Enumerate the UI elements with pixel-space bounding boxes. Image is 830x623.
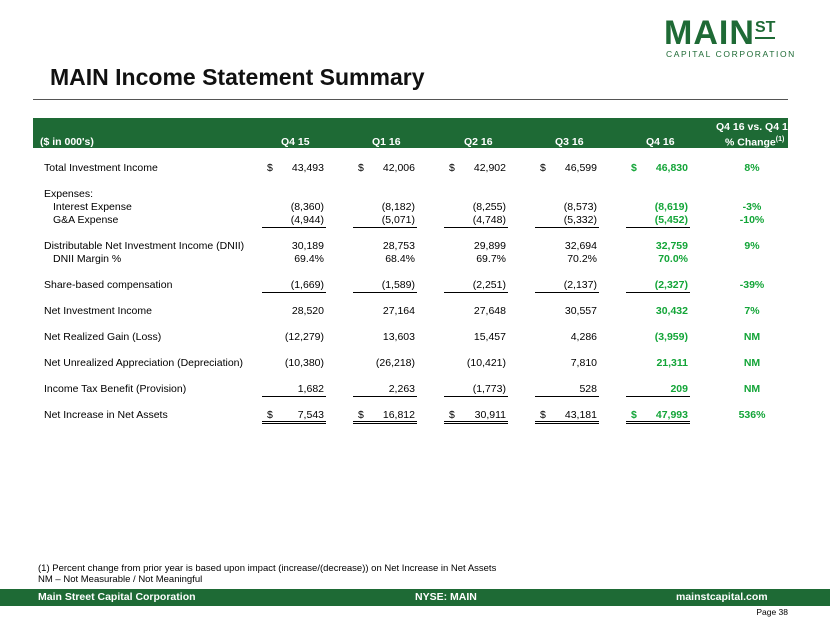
subtotal-rule — [444, 292, 508, 293]
page-number: Page 38 — [756, 607, 788, 617]
cell-sbc-change: -39% — [739, 279, 765, 291]
header-units: ($ in 000's) — [40, 136, 94, 148]
cell-nrg-q3-16: 4,286 — [570, 331, 597, 343]
cell-nii-change: 7% — [744, 305, 760, 317]
row-label-tii: Total Investment Income — [44, 162, 158, 174]
header-q1-16: Q1 16 — [372, 136, 401, 148]
cell-nii-q1-16: 27,164 — [382, 305, 415, 317]
cell-interest-q3-16: (8,573) — [563, 201, 597, 213]
cell-sbc-q4-16: (2,327) — [654, 279, 688, 291]
currency-symbol: $ — [631, 162, 637, 174]
subtotal-rule — [535, 227, 599, 228]
cell-tii-q1-16: 42,006 — [382, 162, 415, 174]
subtotal-rule — [353, 292, 417, 293]
cell-interest-q4-16: (8,619) — [654, 201, 688, 213]
cell-nina-q3-16: 43,181 — [564, 409, 597, 421]
cell-tax-q4-16: 209 — [670, 383, 688, 395]
row-label-nua: Net Unrealized Appreciation (Depreciation) — [44, 357, 244, 369]
cell-nua-change: NM — [743, 357, 761, 369]
cell-nua-q3-16: 7,810 — [570, 357, 597, 369]
footer-website[interactable]: mainstcapital.com — [676, 591, 768, 603]
cell-sbc-q4-15: (1,669) — [290, 279, 324, 291]
currency-symbol: $ — [540, 162, 546, 174]
currency-symbol: $ — [267, 409, 273, 421]
currency-symbol: $ — [540, 409, 546, 421]
cell-tax-q4-15: 1,682 — [297, 383, 324, 395]
cell-nina-q4-16: 47,993 — [655, 409, 688, 421]
cell-ga-change: -10% — [739, 214, 765, 226]
cell-nrg-q4-15: (12,279) — [284, 331, 324, 343]
header-q4-15: Q4 15 — [281, 136, 310, 148]
footer-ticker: NYSE: MAIN — [415, 591, 477, 603]
currency-symbol: $ — [449, 162, 455, 174]
cell-interest-q2-16: (8,255) — [472, 201, 506, 213]
cell-dnii-q2-16: 29,899 — [473, 240, 506, 252]
cell-ga-q4-15: (4,944) — [290, 214, 324, 226]
cell-tii-q4-15: 43,493 — [291, 162, 324, 174]
cell-nii-q2-16: 27,648 — [473, 305, 506, 317]
cell-ga-q1-16: (5,071) — [381, 214, 415, 226]
cell-tax-q2-16: (1,773) — [472, 383, 506, 395]
currency-symbol: $ — [358, 409, 364, 421]
cell-nii-q4-15: 28,520 — [291, 305, 324, 317]
cell-nua-q1-16: (26,218) — [375, 357, 415, 369]
subtotal-rule — [262, 396, 326, 397]
logo-main: MAIN — [664, 14, 755, 52]
subtotal-rule — [626, 396, 690, 397]
cell-sbc-q3-16: (2,137) — [563, 279, 597, 291]
header-q3-16: Q3 16 — [555, 136, 584, 148]
cell-margin-q2-16: 69.7% — [476, 253, 506, 265]
subtotal-rule — [626, 227, 690, 228]
header-change-line1: Q4 16 vs. Q4 15 — [716, 121, 794, 133]
cell-nua-q2-16: (10,421) — [466, 357, 506, 369]
header-change-line2 — [725, 136, 784, 149]
subtotal-rule — [353, 396, 417, 397]
subtotal-rule — [444, 396, 508, 397]
page-title: MAIN Income Statement Summary — [50, 64, 425, 90]
cell-nrg-q4-16: (3,959) — [654, 331, 688, 343]
cell-ga-q2-16: (4,748) — [472, 214, 506, 226]
row-label-dnii: Distributable Net Investment Income (DNII) — [44, 240, 245, 252]
cell-nina-change: 536% — [738, 409, 766, 421]
cell-tax-q1-16: 2,263 — [388, 383, 415, 395]
subtotal-rule — [353, 227, 417, 228]
cell-nua-q4-15: (10,380) — [284, 357, 324, 369]
row-label-tax: Income Tax Benefit (Provision) — [44, 383, 187, 395]
cell-nii-q3-16: 30,557 — [564, 305, 597, 317]
cell-nina-q1-16: 16,812 — [382, 409, 415, 421]
row-label-nina: Net Increase in Net Assets — [44, 409, 168, 421]
currency-symbol: $ — [267, 162, 273, 174]
cell-margin-q1-16: 68.4% — [385, 253, 415, 265]
total-double-rule — [535, 421, 599, 424]
header-change-label: % Change — [725, 136, 776, 149]
row-label-margin: DNII Margin % — [53, 253, 122, 265]
total-double-rule — [626, 421, 690, 424]
cell-dnii-change: 9% — [744, 240, 760, 252]
cell-ga-q3-16: (5,332) — [563, 214, 597, 226]
cell-nrg-change: NM — [743, 331, 761, 343]
cell-tax-q3-16: 528 — [579, 383, 597, 395]
row-label-ga: G&A Expense — [53, 214, 119, 226]
cell-tii-q4-16: 46,830 — [655, 162, 688, 174]
cell-ga-q4-16: (5,452) — [654, 214, 688, 226]
currency-symbol: $ — [631, 409, 637, 421]
cell-interest-change: -3% — [742, 201, 762, 213]
header-q2-16: Q2 16 — [464, 136, 493, 148]
row-label-nrg: Net Realized Gain (Loss) — [44, 331, 162, 343]
logo-subtitle: CAPITAL CORPORATION — [666, 49, 796, 59]
cell-tii-change: 8% — [744, 162, 760, 174]
total-double-rule — [353, 421, 417, 424]
subtotal-rule — [535, 292, 599, 293]
row-label-interest: Interest Expense — [53, 201, 132, 213]
cell-nrg-q2-16: 15,457 — [473, 331, 506, 343]
cell-nina-q2-16: 30,911 — [474, 409, 506, 421]
title-divider — [33, 99, 788, 100]
cell-margin-q3-16: 70.2% — [567, 253, 597, 265]
subtotal-rule — [262, 292, 326, 293]
row-label-nii: Net Investment Income — [44, 305, 152, 317]
subtotal-rule — [535, 396, 599, 397]
footer-company: Main Street Capital Corporation — [38, 591, 196, 603]
cell-nua-q4-16: 21,311 — [656, 357, 688, 369]
total-double-rule — [444, 421, 508, 424]
cell-tii-q3-16: 46,599 — [564, 162, 597, 174]
cell-sbc-q2-16: (2,251) — [472, 279, 506, 291]
currency-symbol: $ — [358, 162, 364, 174]
cell-tii-q2-16: 42,902 — [473, 162, 506, 174]
subtotal-rule — [626, 292, 690, 293]
subtotal-rule — [444, 227, 508, 228]
cell-interest-q1-16: (8,182) — [381, 201, 415, 213]
total-double-rule — [262, 421, 326, 424]
header-q4-16: Q4 16 — [646, 136, 675, 148]
cell-dnii-q4-16: 32,759 — [655, 240, 688, 252]
cell-nina-q4-15: 7,543 — [297, 409, 324, 421]
cell-nii-q4-16: 30,432 — [655, 305, 688, 317]
logo-st: ST — [755, 20, 775, 39]
cell-dnii-q3-16: 32,694 — [564, 240, 597, 252]
cell-nrg-q1-16: 13,603 — [382, 331, 415, 343]
row-label-sbc: Share-based compensation — [44, 279, 173, 291]
footnote-1: (1) Percent change from prior year is based upon impact (increase/(decrease)) on Net Increase in Net Assets — [38, 563, 497, 574]
cell-interest-q4-15: (8,360) — [290, 201, 324, 213]
cell-margin-q4-16: 70.0% — [658, 253, 688, 265]
cell-tax-change: NM — [743, 383, 761, 395]
currency-symbol: $ — [449, 409, 455, 421]
row-label-expenses: Expenses: — [44, 188, 94, 200]
footnote-nm: NM – Not Measurable / Not Meaningful — [38, 574, 203, 585]
cell-sbc-q1-16: (1,589) — [381, 279, 415, 291]
subtotal-rule — [262, 227, 326, 228]
cell-margin-q4-15: 69.4% — [294, 253, 324, 265]
header-change-footnote-ref: (1) — [775, 136, 785, 143]
cell-dnii-q1-16: 28,753 — [382, 240, 415, 252]
cell-dnii-q4-15: 30,189 — [291, 240, 324, 252]
